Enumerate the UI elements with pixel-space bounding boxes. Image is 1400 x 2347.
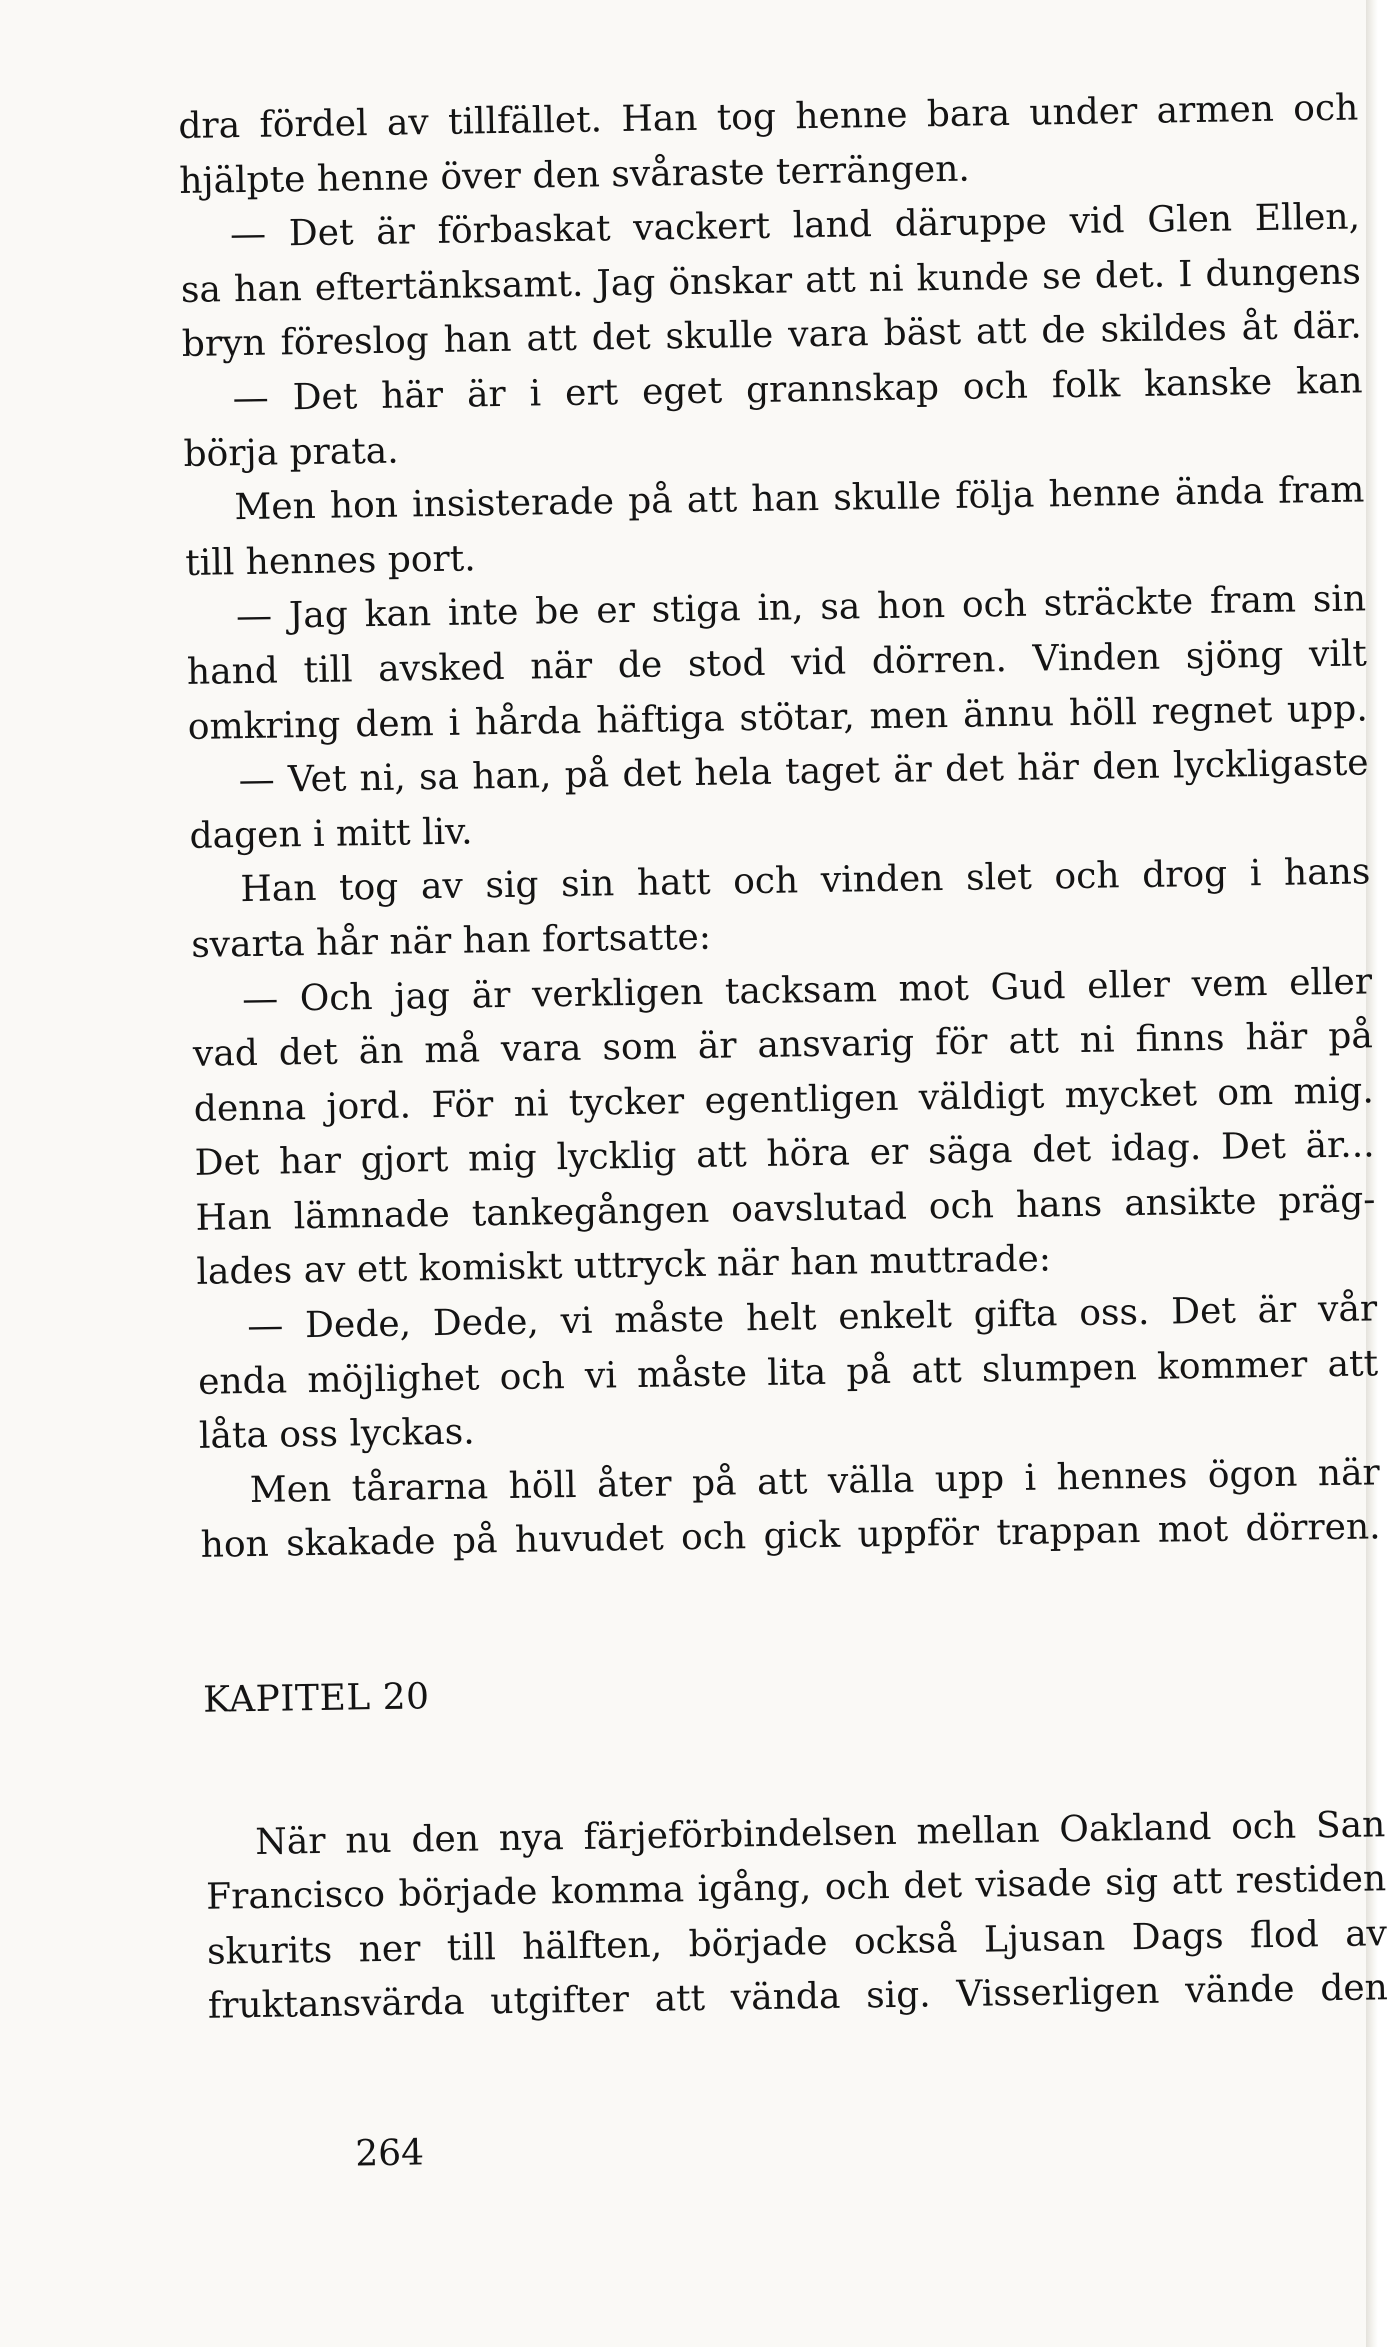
text-line: bryn föreslog han att det skulle vara bäst att de skildes åt där. (181, 305, 1363, 366)
text-line: — Vet ni, sa han, på det hela taget är det här den lyckligaste (238, 742, 1369, 802)
text-line: Francisco började komma igång, och det visade sig att restiden (205, 1858, 1387, 1918)
page-text (178, 81, 1391, 2184)
text-line: enda möjlighet och vi måste lita på att slumpen kommer att (197, 1342, 1379, 1403)
text-line: omkring dem i hårda häftiga stötar, men ännu höll regnet upp. (187, 687, 1369, 748)
text-line: Det har gjort mig lycklig att höra er säga det idag. Det är... (194, 1124, 1375, 1185)
text-line: lades av ett komiskt uttryck när han muttrade: (196, 1238, 1052, 1294)
text-line: vad det än må vara som är ansvarig för att ni finns här på (192, 1015, 1374, 1075)
text-line: till hennes port. (184, 538, 476, 584)
page-number: 264 (354, 2132, 425, 2175)
text-line: Men tårarna höll åter på att välla upp i hennes ögon när (249, 1452, 1381, 1511)
text-line: skurits ner till hälften, började också Ljusan Dags flod av (206, 1913, 1388, 1973)
text-line: — Jag kan inte be er stiga in, sa hon och sträckte fram sin (235, 578, 1367, 638)
text-line: börja prata. (183, 430, 399, 475)
text-line: låta oss lyckas. (198, 1411, 475, 1458)
text-line: svarta hår när han fortsatte: (190, 916, 712, 966)
text-line: hand till avsked när de stod vid dörren. Vinden sjöng vilt (186, 633, 1368, 693)
text-line: dra fördel av tillfället. Han tog henne bara under armen och (178, 87, 1359, 147)
text-line: När nu den nya färjeförbindelsen mellan Oakland och San (255, 1803, 1386, 1863)
text-line: hon skakade på huvudet och gick uppför trappan mot dörren. (200, 1506, 1381, 1567)
text-line: — Det är förbaskat vackert land däruppe vid Glen Ellen, (229, 196, 1361, 256)
text-line: hjälpte henne över den svåraste terrängen. (178, 148, 971, 202)
text-line: — Dede, Dede, vi måste helt enkelt gifta oss. Det är vår (246, 1288, 1378, 1348)
chapter-heading: KAPITEL 20 (202, 1676, 430, 1721)
text-line: dagen i mitt liv. (189, 811, 473, 857)
text-line: — Det här är i ert eget grannskap och folk kanske kan (232, 360, 1363, 420)
text-line: Han lämnade tankegången oavslutad och hans ansikte präg- (195, 1179, 1376, 1239)
text-line: Men hon insisterade på att han skulle följa henne ända fram (234, 469, 1365, 529)
text-line: denna jord. För ni tycker egentligen väldigt mycket om mig. (193, 1070, 1375, 1130)
text-line: — Och jag är verkligen tacksam mot Gud eller vem eller (241, 960, 1373, 1020)
text-line: sa han eftertänksamt. Jag önskar att ni kunde se det. I dungens (180, 251, 1362, 311)
text-line: Han tog av sig sin hatt och vinden slet och drog i hans (240, 851, 1371, 911)
text-line: fruktansvärda utgifter att vända sig. Visserligen vände den (207, 1967, 1389, 2028)
